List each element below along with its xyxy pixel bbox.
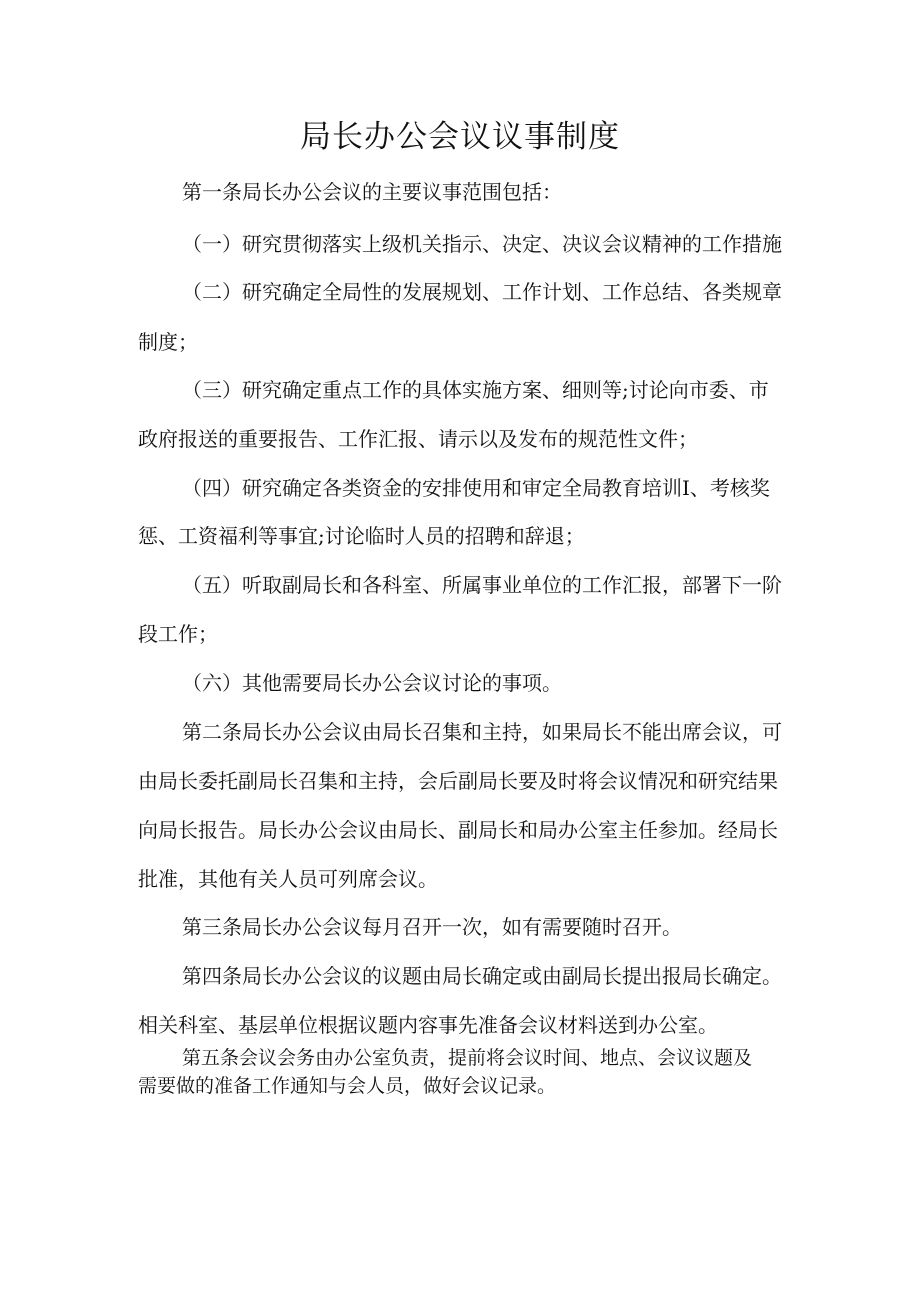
clause-3: 第三条局长办公会议每月召开一次，如有需要随时召开。 bbox=[182, 915, 682, 939]
clause-2-line-3: 向局长报告。局长办公会议由局长、副局长和局办公室主任参加。经局长 bbox=[138, 818, 778, 842]
clause-1-heading: 第一条局长办公会议的主要议事范围包括： bbox=[182, 180, 562, 204]
clause-1-item-3-line-2: 政府报送的重要报告、工作汇报、请示以及发布的规范性文件； bbox=[138, 427, 698, 451]
clause-1-item-1: （一）研究贯彻落实上级机关指示、决定、决议会议精神的工作措施 bbox=[182, 232, 782, 256]
clause-1-item-4-line-2: 惩、工资福利等事宜;讨论临时人员的招聘和辞退； bbox=[138, 524, 585, 548]
clause-1-item-6: （六）其他需要局长办公会议讨论的事项。 bbox=[182, 671, 562, 695]
clause-1-item-2-line-1: （二）研究确定全局性的发展规划、工作计划、工作总结、各类规章 bbox=[182, 280, 782, 304]
clause-2-line-1: 第二条局长办公会议由局长召集和主持，如果局长不能出席会议，可 bbox=[182, 720, 782, 744]
clause-1-item-4-line-1: （四）研究确定各类资金的安排使用和审定全局教育培训Ⅰ、考核奖 bbox=[182, 476, 770, 500]
clause-4-line-1: 第四条局长办公会议的议题由局长确定或由副局长提出报局长确定。 bbox=[182, 964, 782, 988]
clause-1-item-3-line-1: （三）研究确定重点工作的具体实施方案、细则等;讨论向市委、市 bbox=[182, 378, 769, 402]
clause-1-item-5-line-1: （五）听取副局长和各科室、所属事业单位的工作汇报，部署下一阶 bbox=[182, 573, 782, 597]
clause-5-line-2: 需要做的准备工作通知与会人员，做好会议记录。 bbox=[138, 1075, 557, 1097]
clause-2-line-4: 批准，其他有关人员可列席会议。 bbox=[138, 867, 438, 891]
clause-1-item-5-line-2: 段工作； bbox=[138, 622, 218, 646]
clause-1-item-2-line-2: 制度； bbox=[138, 330, 198, 354]
clause-4-line-2: 相关科室、基层单位根据议题内容事先准备会议材料送到办公室。 bbox=[138, 1013, 718, 1037]
clause-2-line-2: 由局长委托副局长召集和主持，会后副局长要及时将会议情况和研究结果 bbox=[138, 769, 778, 793]
clause-5-line-1: 第五条会议会务由办公室负责，提前将会议时间、地点、会议议题及 bbox=[182, 1047, 753, 1069]
document-title: 局长办公会议议事制度 bbox=[300, 119, 620, 155]
